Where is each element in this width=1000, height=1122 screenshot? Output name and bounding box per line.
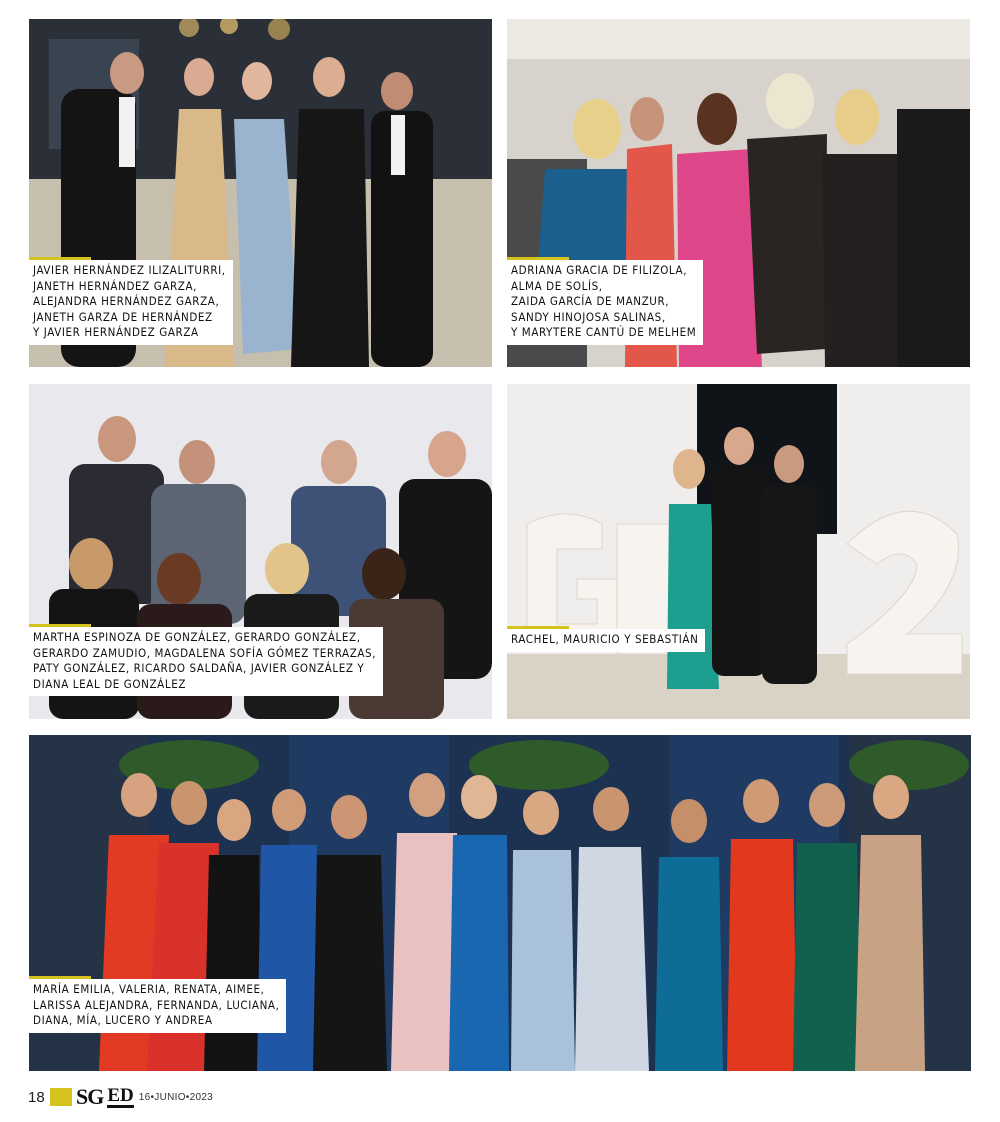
caption-line: ZAIDA GARCÍA DE MANZUR,	[511, 294, 670, 308]
page-number: 18	[28, 1088, 45, 1106]
photo-caption	[29, 979, 286, 1033]
photo-scene	[507, 384, 970, 719]
caption-line: JAVIER HERNÁNDEZ ILIZALITURRI,	[33, 263, 226, 277]
photo-group-gonzalez	[29, 384, 492, 719]
caption-line: JANETH GARZA DE HERNÁNDEZ	[33, 309, 213, 324]
photo-caption	[507, 629, 705, 652]
ed-logo: ED	[107, 1084, 134, 1106]
caption-line: LARISSA ALEJANDRA, FERNANDA, LUCIANA,	[33, 997, 280, 1012]
issue-date: 16•JUNIO•2023	[138, 1091, 214, 1103]
caption-line: Y JAVIER HERNÁNDEZ GARZA	[33, 325, 199, 339]
photo-caption	[29, 260, 233, 345]
photo-caption	[29, 627, 383, 696]
page-footer	[28, 1084, 213, 1110]
caption-line: ALMA DE SOLÍS,	[511, 278, 603, 293]
brand-color-block	[50, 1088, 72, 1106]
photo-group-ladies	[507, 19, 970, 367]
caption-line: PATY GONZÁLEZ, RICARDO SALDAÑA, JAVIER GONZÁLEZ Y	[33, 661, 365, 675]
caption-line: ADRIANA GRACIA DE FILIZOLA,	[511, 263, 688, 277]
caption-line: DIANA, MÍA, LUCERO Y ANDREA	[33, 1013, 213, 1027]
caption-line: DIANA LEAL DE GONZÁLEZ	[33, 676, 187, 691]
caption-line: JANETH HERNÁNDEZ GARZA,	[33, 278, 198, 293]
photo-caption	[507, 260, 703, 345]
caption-line: SANDY HINOJOSA SALINAS,	[511, 309, 666, 324]
photo-rachel-mauricio-sebastian	[507, 384, 970, 719]
photo-family-hernandez	[29, 19, 492, 367]
caption-line: GERARDO ZAMUDIO, MAGDALENA SOFÍA GÓMEZ TERRAZAS,	[33, 645, 377, 660]
caption-line: RACHEL, MAURICIO Y SEBASTIÁN	[511, 632, 699, 646]
caption-line: ALEJANDRA HERNÁNDEZ GARZA,	[33, 294, 220, 308]
photo-eleven-girls	[29, 735, 971, 1071]
caption-line: MARÍA EMILIA, VALERIA, RENATA, AIMEE,	[33, 982, 265, 996]
sg-logo: SG	[76, 1084, 104, 1109]
caption-line: Y MARYTERE CANTÚ DE MELHEM	[511, 325, 697, 339]
caption-line: MARTHA ESPINOZA DE GONZÁLEZ, GERARDO GONZÁLEZ,	[33, 630, 361, 644]
